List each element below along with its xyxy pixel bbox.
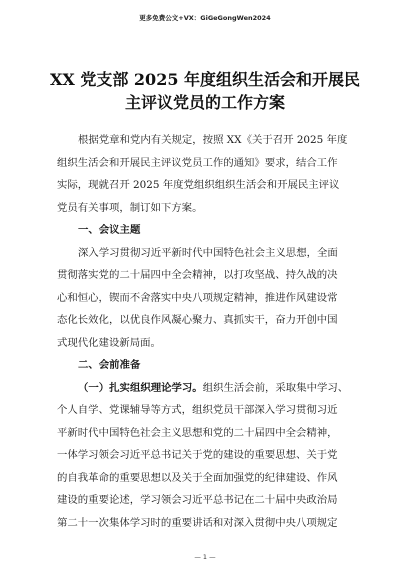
- section2-line: 建设的重要论述，学习领会习近平总书记在二十届中央政治局: [57, 494, 338, 506]
- section2-line: 第二十一次集体学习时的重要讲话和对深入贯彻中央八项规定: [57, 516, 338, 529]
- page-number: — 1 —: [194, 553, 216, 561]
- section2-line: 平新时代中国特色社会主义思想和党的二十届四中全会精神，: [57, 426, 338, 439]
- section1-line: 贯彻落实党的二十届四中全会精神，以打攻坚战、持久战的决: [57, 269, 338, 281]
- title-line: XX 党支部 2025 年度组织生活会和开展民: [49, 70, 361, 89]
- watermark-header: 更多免费公文+VX：GiGeGongWen2024: [139, 14, 271, 22]
- sub-heading-rest: 组织生活会前，采取集中学习、: [202, 381, 349, 394]
- sub-heading: （一）扎实组织理论学习。: [78, 381, 203, 394]
- intro-line: 实际，现就召开 2025 年度党组织组织生活会和开展民主评议: [57, 179, 340, 191]
- section1-line: 心和恒心，锲而不舍落实中央八项规定精神，推进作风建设常: [57, 291, 338, 304]
- section-2: [57, 354, 355, 534]
- section1-line: 式现代化建设新局面。: [57, 336, 161, 349]
- section2-line: 个人自学、党课辅导等方式，组织党员干部深入学习贯彻习近: [57, 404, 338, 416]
- intro-paragraph: [57, 129, 355, 219]
- section-heading: 二、会前准备: [78, 359, 141, 371]
- document-title: [40, 68, 370, 114]
- section-heading: 一、会议主题: [78, 224, 141, 236]
- section2-first-line: [57, 377, 355, 400]
- section2-line: 一体学习领会习近平总书记关于党的建设的重要思想、关于党: [57, 449, 338, 461]
- section-1: [57, 219, 355, 354]
- title-line: 主评议党员的工作方案: [124, 93, 285, 112]
- section1-line: 深入学习贯彻习近平新时代中国特色社会主义思想，全面: [78, 246, 338, 259]
- intro-line: 党员有关事项，制订如下方案。: [57, 201, 203, 214]
- intro-line: 根据党章和党内有关规定，按照 XX《关于召开 2025 年度: [78, 134, 348, 146]
- section1-line: 态化长效化，以优良作风凝心聚力、真抓实干，奋力开创中国: [57, 314, 338, 326]
- intro-line: 组织生活会和开展民主评议党员工作的通知》要求，结合工作: [57, 156, 338, 169]
- section2-line: 的自我革命的重要思想以及关于全面加强党的纪律建设、作风: [57, 471, 338, 484]
